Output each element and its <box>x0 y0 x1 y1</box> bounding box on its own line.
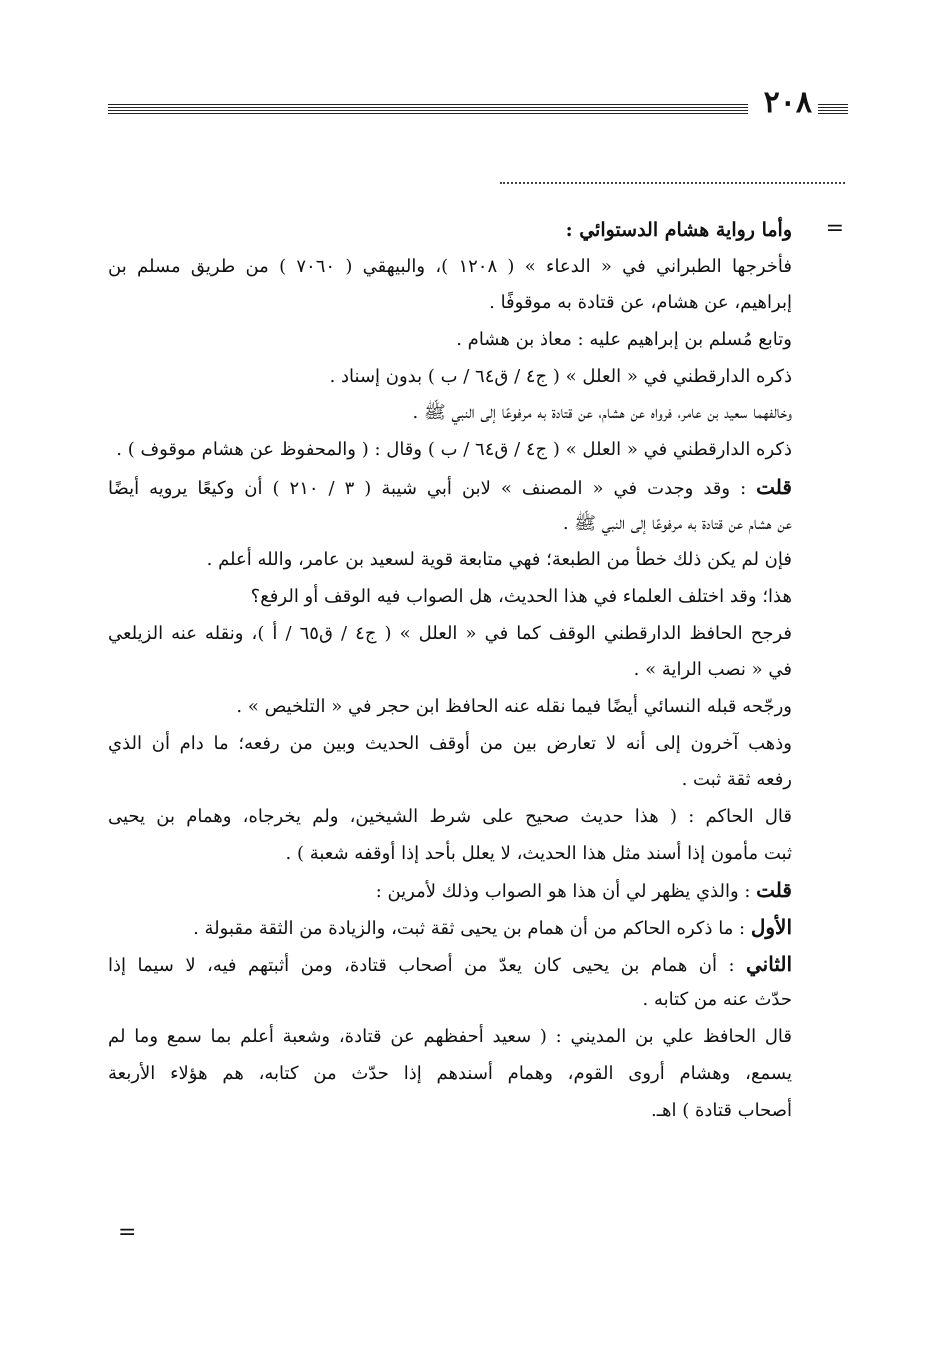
line-text: ذكره الدارقطني في « العلل » ( ج٤ / ق٦٤ / ب ) وقال : ( والمحفوظ عن هشام موقوف ) . <box>116 439 792 461</box>
text-line <box>108 799 792 836</box>
line-text: وذهب آخرون إلى أنه لا تعارض بين من أوقف الحديث وبين من رفعه؛ ما دام أن الذي <box>108 732 792 754</box>
continuation-mark-top: = <box>825 216 844 241</box>
text-line <box>108 726 792 763</box>
header-rule <box>108 110 748 111</box>
line-text: ذكره الدارقطني في « العلل » ( ج٤ / ق٦٤ / ب ) بدون إسناد . <box>329 365 792 387</box>
line-text: أصحاب قتادة ) اهـ. <box>651 1099 792 1121</box>
text-line <box>108 616 792 653</box>
text-line <box>108 249 792 286</box>
text-line <box>108 1019 792 1056</box>
header-rule <box>818 107 848 108</box>
header-rule <box>108 104 748 105</box>
footnote-text <box>108 212 792 1129</box>
line-text: وأما رواية هشام الدستوائي : <box>565 219 792 241</box>
text-line <box>108 836 792 873</box>
line-text: إبراهيم، عن هشام، عن قتادة به موقوفًا . <box>489 292 792 314</box>
line-text: حدّث عنه من كتابه . <box>642 989 792 1011</box>
line-text: قال الحاكم : ( هذا حديث صحيح على شرط الشيخين، ولم يخرجاه، وهمام بن يحيى <box>108 806 792 827</box>
text-line <box>108 395 792 432</box>
line-text: ثبت مأمون إذا أسند مثل هذا الحديث، لا يعلل بأحد إذا أوقفه شعبة ) . <box>285 842 792 864</box>
continuation-mark-bottom: = <box>118 1220 137 1245</box>
line-text: عن هشام عن قتادة به مرفوعًا إلى النبي ﷺ . <box>562 512 792 534</box>
text-line <box>108 946 792 983</box>
line-text: : وقد وجدت في « المصنف » لابن أبي شيبة ( ٣ / ٢١٠ ) أن وكيعًا يرويه أيضًا <box>108 477 757 499</box>
text-line <box>108 982 792 1019</box>
line-text: في « نصب الراية » . <box>633 659 792 681</box>
text-line <box>108 579 792 616</box>
lead-word: قلت <box>756 474 792 499</box>
line-text: وتابع مُسلم بن إبراهيم عليه : معاذ بن هشام . <box>456 329 792 351</box>
header-rule <box>108 113 748 114</box>
page-number: ٢٠٨ <box>763 85 812 120</box>
header-rule <box>818 110 848 111</box>
text-line <box>108 1093 792 1130</box>
header-rule <box>818 104 848 105</box>
line-text: : ما ذكره الحاكم من أن همام بن يحيى ثقة ثبت، والزيادة من الثقة مقبولة . <box>193 918 751 940</box>
line-text: فإن لم يكن ذلك خطأ من الطبعة؛ فهي متابعة قوية لسعيد بن عامر، والله أعلم . <box>206 549 792 571</box>
text-line <box>108 872 792 909</box>
text-line <box>108 212 792 249</box>
lead-word: الثاني <box>745 951 792 976</box>
line-text: : والذي يظهر لي أن هذا هو الصواب وذلك لأمرين : <box>375 881 757 903</box>
text-line <box>108 762 792 799</box>
text-line <box>108 285 792 322</box>
line-text: رفعه ثقة ثبت . <box>681 769 792 791</box>
text-line <box>108 506 792 543</box>
lead-word: الأول <box>750 915 792 940</box>
text-line <box>108 1056 792 1093</box>
text-line <box>108 469 792 506</box>
header-rule <box>818 113 848 114</box>
text-line <box>108 909 792 946</box>
line-text: وخالفهما سعيد بن عامر، فرواه عن هشام، عن قتادة به مرفوعًا إلى النبي ﷺ . <box>412 402 792 424</box>
line-text: قال الحافظ علي بن المديني : ( سعيد أحفظهم عن قتادة، وشعبة أعلم بما سمع وما لم <box>108 1026 792 1048</box>
header-rule <box>108 107 748 108</box>
text-line <box>108 652 792 689</box>
lead-word: قلت <box>756 878 792 903</box>
text-line <box>108 359 792 396</box>
line-text: ورجّحه قبله النسائي أيضًا فيما نقله عنه الحافظ ابن حجر في « التلخيص » . <box>236 695 792 717</box>
line-text: هذا؛ وقد اختلف العلماء في هذا الحديث، هل الصواب فيه الوقف أو الرفع؟ <box>250 585 792 607</box>
line-text: يسمع، وهشام أروى القوم، وهمام أسندهم إذا حدّث من كتابه، هم هؤلاء الأربعة <box>108 1062 792 1084</box>
footnote-divider <box>500 182 845 184</box>
text-line <box>108 432 792 469</box>
line-text: : أن همام بن يحيى كان يعدّ من أصحاب قتادة، ومن أثبتهم فيه، لا سيما إذا <box>108 954 746 976</box>
text-line <box>108 689 792 726</box>
text-line <box>108 542 792 579</box>
text-line <box>108 322 792 359</box>
line-text: فأخرجها الطبراني في « الدعاء » ( ١٢٠٨ )، والبيهقي ( ٧٠٦٠ ) من طريق مسلم بن <box>108 255 792 277</box>
running-header <box>108 85 848 126</box>
line-text: فرجح الحافظ الدارقطني الوقف كما في « العلل » ( ج٤ / ق٦٥ / أ )، ونقله عنه الزيلعي <box>108 622 792 644</box>
